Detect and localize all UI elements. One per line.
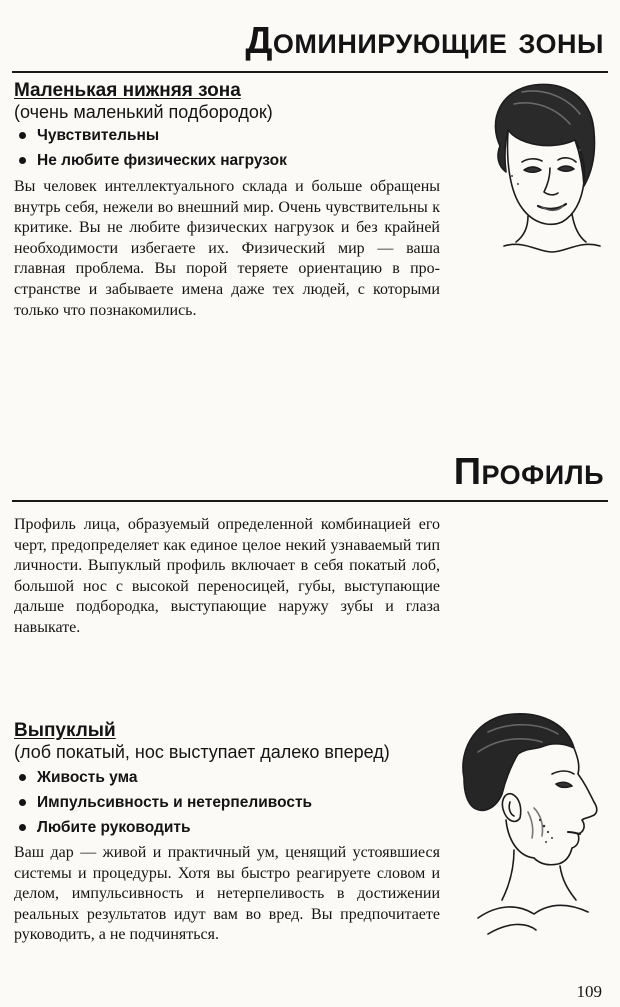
trait-list: [14, 765, 434, 840]
section-title-profile: Профиль: [453, 451, 604, 493]
section-rule: [12, 71, 608, 73]
subheading-convex: Выпуклый: [14, 720, 116, 741]
section-rule: [12, 500, 608, 502]
list-item: Любите руководить: [14, 815, 434, 840]
man-profile-illustration: [448, 708, 608, 938]
woman-portrait-illustration: [462, 76, 612, 254]
list-item: Чувствительны: [14, 123, 454, 148]
section-title-dominant-zones: Доминирующие зоны: [245, 20, 604, 62]
subheading-note: (очень маленький подбородок): [14, 102, 273, 122]
subheading-small-lower-zone: Маленькая нижняя зона: [14, 80, 241, 101]
paragraph-dominant: Вы человек интеллектуального склада и больше обращены внутрь себя, нежели во внешний мир. Очень чувствительны к критике. Вы не любите физических нагрузок и без крайней необходимости избегаете их. Физический мир — ваша главная проблема. Вы порой теряете ориентацию в пространстве и забываете имена даже тех людей, с которыми только что познакомились.: [14, 178, 440, 319]
list-item: Не любите физических нагрузок: [14, 148, 454, 173]
subheading-note: (лоб покатый, нос выступает далеко вперед): [14, 742, 390, 762]
paragraph-profile: Профиль лица, образуемый определенной комбинацией его черт, предопределяет как единое целое некий узнаваемый тип личности. Выпуклый профиль включает в себя покатый лоб, большой нос с высокой переносицей, губы, выступающие дальше подбородка, выступающие наружу зубы и глаза навыкате.: [14, 516, 440, 636]
list-item: Импульсивность и нетерпеливость: [14, 790, 434, 815]
paragraph-convex: Ваш дар — живой и практичный ум, ценящий устоявшиеся системы и процедуры. Хотя вы быстро реагируете словом и делом, импульсивность и нетерпеливость в достижении реальных результатов идут вам во вред. Вы предпочитаете руководить, а не подчиняться.: [14, 844, 440, 944]
page-number: 109: [576, 982, 602, 1001]
list-item: Живость ума: [14, 765, 434, 790]
trait-list: [14, 123, 454, 173]
